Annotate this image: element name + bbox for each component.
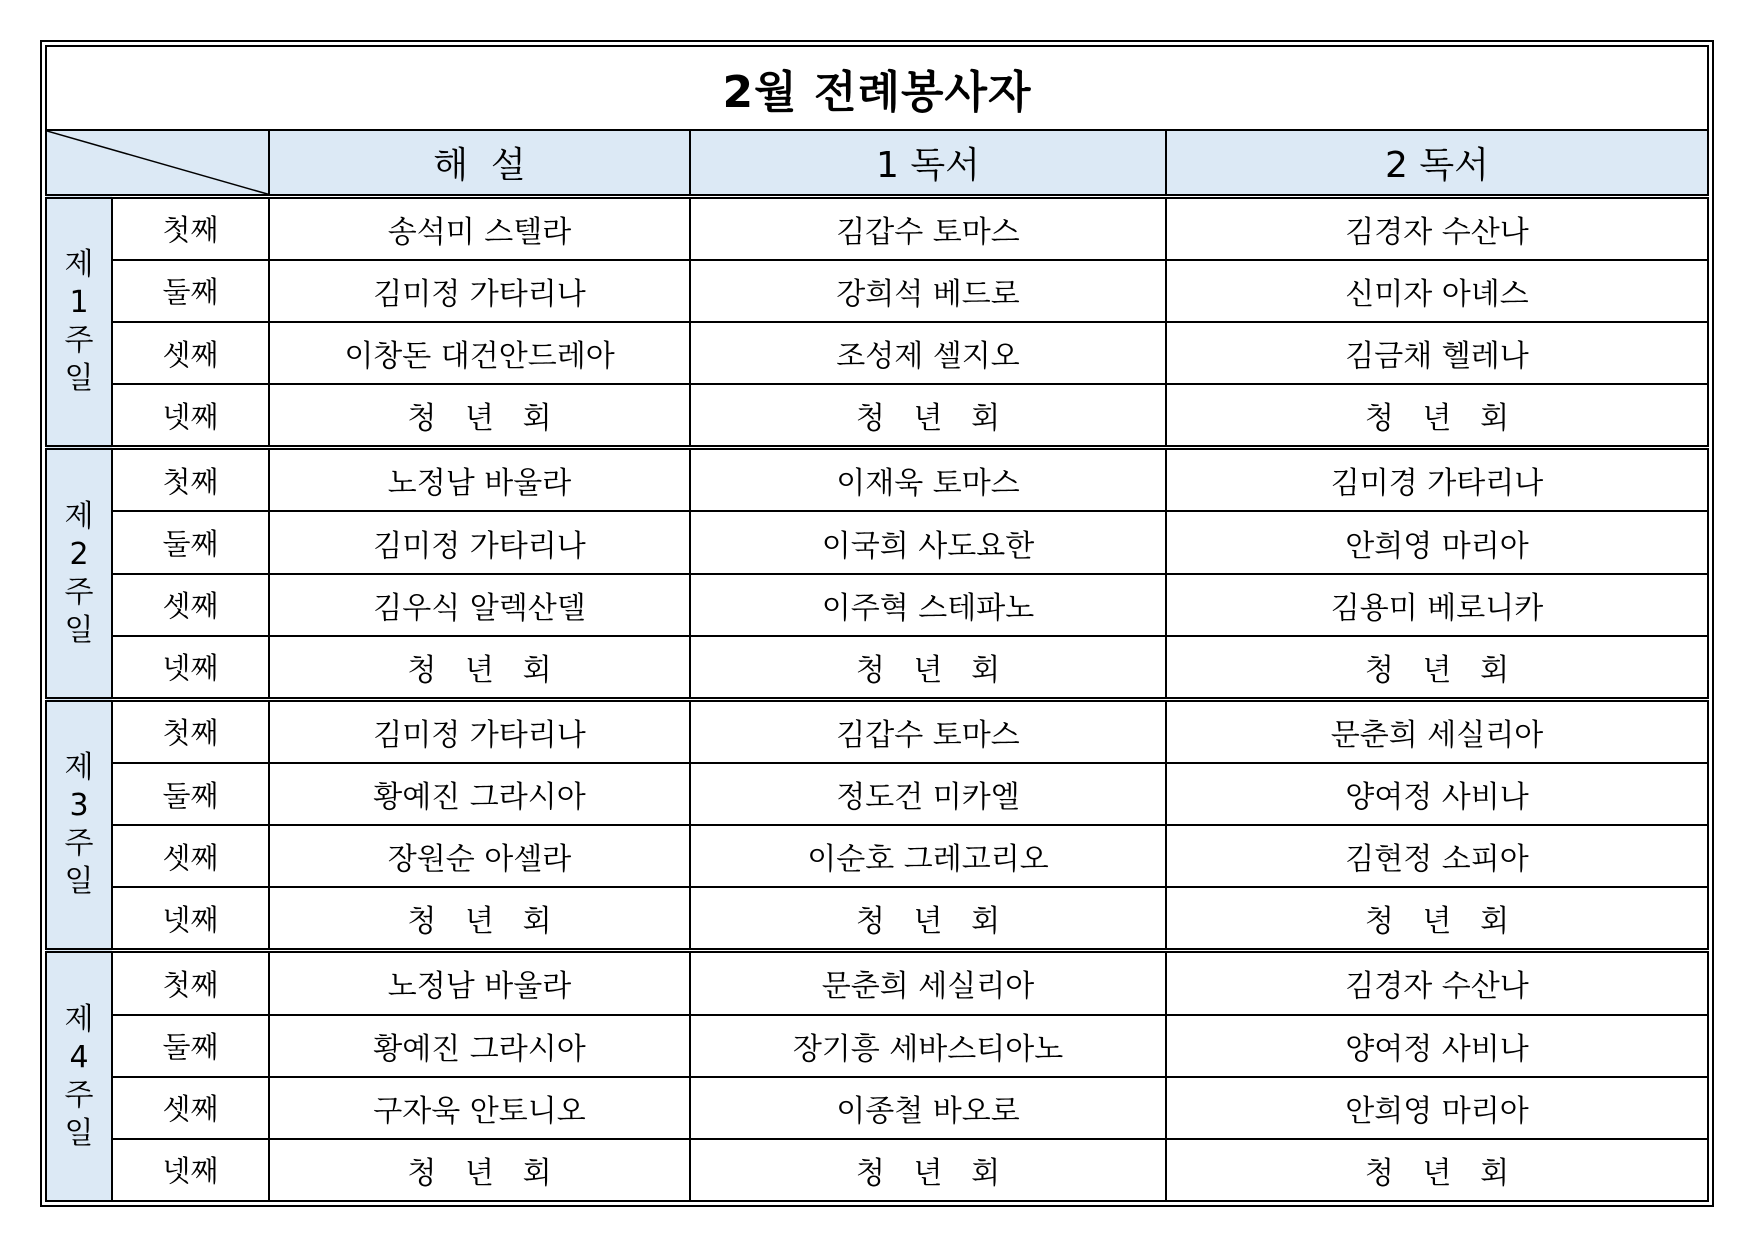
week-label-cell (46, 448, 112, 700)
first-reader-name: 문춘희 세실리아 (690, 951, 1166, 1015)
first-reader-name: 이종철 바오로 (690, 1077, 1166, 1139)
second-reader-name: 김현정 소피아 (1166, 825, 1708, 887)
commentator-name: 노정남 바울라 (269, 951, 690, 1015)
table-row (46, 384, 1708, 448)
table-row (46, 636, 1708, 700)
sub-week-label: 둘째 (112, 763, 269, 825)
roster-frame (40, 40, 1714, 1207)
week-label-char: 제 (64, 498, 94, 534)
week-label-char: 제 (64, 247, 94, 282)
week-label-char: 주 (64, 1077, 94, 1113)
diagonal-line (47, 131, 268, 194)
second-reader-name: 신미자 아녜스 (1166, 260, 1708, 322)
week-label-char: 일 (64, 361, 94, 396)
first-reader-name: 강희석 베드로 (690, 260, 1166, 322)
table-row (46, 448, 1708, 512)
first-reader-name: 청 년 회 (690, 384, 1166, 448)
table-row (46, 511, 1708, 573)
table-row (46, 763, 1708, 825)
sub-week-label: 첫째 (112, 196, 269, 260)
sub-week-label: 둘째 (112, 511, 269, 573)
second-reader-name: 청 년 회 (1166, 1139, 1708, 1201)
first-reader-name: 김갑수 토마스 (690, 699, 1166, 763)
commentator-name: 김미정 가타리나 (269, 511, 690, 573)
table-row (46, 1077, 1708, 1139)
second-reader-name: 문춘희 세실리아 (1166, 699, 1708, 763)
second-reader-name: 김용미 베로니카 (1166, 574, 1708, 636)
second-reader-name: 김경자 수산나 (1166, 951, 1708, 1015)
first-reader-name: 청 년 회 (690, 887, 1166, 951)
week-label-char: 제 (64, 750, 94, 786)
second-reader-name: 청 년 회 (1166, 887, 1708, 951)
first-reader-name: 김갑수 토마스 (690, 196, 1166, 260)
table-row (46, 887, 1708, 951)
sub-week-label: 둘째 (112, 260, 269, 322)
table-row (46, 1015, 1708, 1077)
second-reader-name: 청 년 회 (1166, 636, 1708, 700)
second-reader-name: 양여정 사비나 (1166, 763, 1708, 825)
commentator-name: 이창돈 대건안드레아 (269, 322, 690, 384)
first-reader-name: 청 년 회 (690, 1139, 1166, 1201)
week-label-char: 일 (64, 864, 94, 900)
sub-week-label: 넷째 (112, 887, 269, 951)
table-row (46, 574, 1708, 636)
commentator-name: 김미정 가타리나 (269, 699, 690, 763)
week-label-char: 4 (69, 1039, 89, 1075)
week-label-char: 2 (69, 536, 89, 572)
first-reader-name: 이국희 사도요한 (690, 511, 1166, 573)
diagonal-header-cell (46, 130, 269, 197)
table-row (46, 825, 1708, 887)
commentator-name: 청 년 회 (269, 384, 690, 448)
first-reader-name: 이재욱 토마스 (690, 448, 1166, 512)
header-commentary: 해 설 (269, 130, 690, 197)
week-label-char: 일 (64, 612, 94, 648)
first-reader-name: 이주혁 스테파노 (690, 574, 1166, 636)
header-first-reading: 1 독서 (690, 130, 1166, 197)
first-reader-name: 장기흥 세바스티아노 (690, 1015, 1166, 1077)
second-reader-name: 양여정 사비나 (1166, 1015, 1708, 1077)
table-row (46, 951, 1708, 1015)
commentator-name: 황예진 그라시아 (269, 763, 690, 825)
commentator-name: 청 년 회 (269, 1139, 690, 1201)
commentator-name: 황예진 그라시아 (269, 1015, 690, 1077)
page-title: 2월 전례봉사자 (46, 46, 1708, 130)
commentator-name: 장원순 아셀라 (269, 825, 690, 887)
sub-week-label: 셋째 (112, 574, 269, 636)
sub-week-label: 넷째 (112, 636, 269, 700)
week-label-char: 3 (69, 788, 89, 824)
sub-week-label: 넷째 (112, 384, 269, 448)
first-reader-name: 이순호 그레고리오 (690, 825, 1166, 887)
table-row (46, 699, 1708, 763)
sub-week-label: 셋째 (112, 322, 269, 384)
first-reader-name: 청 년 회 (690, 636, 1166, 700)
commentator-name: 김미정 가타리나 (269, 260, 690, 322)
second-reader-name: 청 년 회 (1166, 384, 1708, 448)
week-label-char: 제 (64, 1001, 94, 1037)
first-reader-name: 정도건 미카엘 (690, 763, 1166, 825)
second-reader-name: 김금채 헬레나 (1166, 322, 1708, 384)
commentator-name: 청 년 회 (269, 887, 690, 951)
table-row (46, 1139, 1708, 1201)
table-row (46, 322, 1708, 384)
sub-week-label: 셋째 (112, 825, 269, 887)
week-label-cell (46, 951, 112, 1201)
week-label-char: 주 (64, 323, 94, 358)
commentator-name: 청 년 회 (269, 636, 690, 700)
second-reader-name: 김경자 수산나 (1166, 196, 1708, 260)
header-second-reading: 2 독서 (1166, 130, 1708, 197)
week-label-char: 1 (69, 285, 89, 320)
roster-table (45, 45, 1709, 1202)
week-label-char: 주 (64, 826, 94, 862)
sub-week-label: 첫째 (112, 951, 269, 1015)
sub-week-label: 셋째 (112, 1077, 269, 1139)
second-reader-name: 안희영 마리아 (1166, 1077, 1708, 1139)
week-label-cell (46, 196, 112, 448)
second-reader-name: 안희영 마리아 (1166, 511, 1708, 573)
sub-week-label: 첫째 (112, 448, 269, 512)
sub-week-label: 첫째 (112, 699, 269, 763)
table-row (46, 196, 1708, 260)
week-label-cell (46, 699, 112, 951)
commentator-name: 김우식 알렉산델 (269, 574, 690, 636)
sub-week-label: 넷째 (112, 1139, 269, 1201)
commentator-name: 노정남 바울라 (269, 448, 690, 512)
second-reader-name: 김미경 가타리나 (1166, 448, 1708, 512)
table-row (46, 260, 1708, 322)
week-label-char: 주 (64, 574, 94, 610)
sub-week-label: 둘째 (112, 1015, 269, 1077)
week-label-char: 일 (64, 1115, 94, 1151)
commentator-name: 송석미 스텔라 (269, 196, 690, 260)
commentator-name: 구자욱 안토니오 (269, 1077, 690, 1139)
first-reader-name: 조성제 셀지오 (690, 322, 1166, 384)
